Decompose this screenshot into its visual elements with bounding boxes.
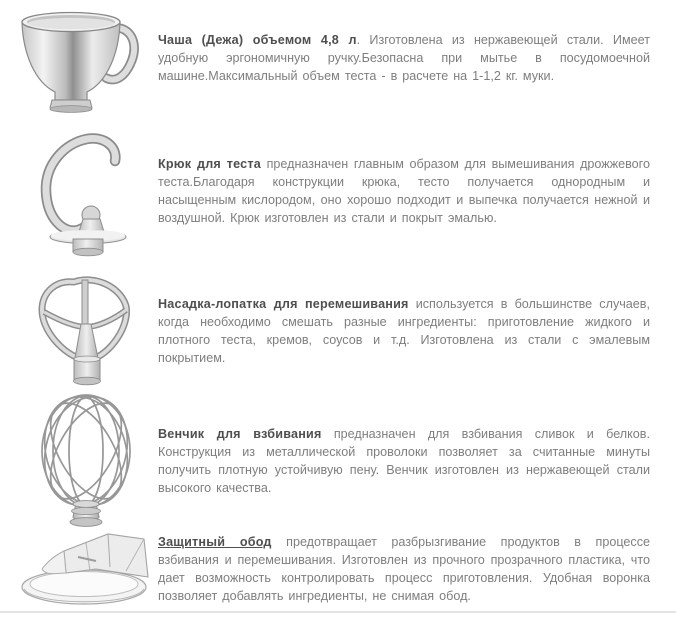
flat-beater-description xyxy=(158,295,650,367)
flat-beater-body-text: используется в большинстве случаев, когда необходимо смешать разные ингредиенты: приготовление жидкого и плотного теста, кремов, соусов и т.д. Изготовлена из стали с эмалевым покрытием. xyxy=(158,297,650,365)
dough-hook-icon xyxy=(30,131,144,257)
dough-hook-description xyxy=(158,155,650,227)
pouring-shield-icon xyxy=(12,527,158,617)
bottom-divider xyxy=(0,611,676,613)
flat-beater-title: Насадка-лопатка для перемешивания xyxy=(158,297,409,311)
mixing-bowl-icon xyxy=(18,8,140,116)
bowl-title: Чаша (Дежа) объемом 4,8 л xyxy=(158,33,357,47)
pouring-shield-description xyxy=(158,533,650,605)
pouring-shield-body-text: предотвращает разбрызгивание продуктов в процессе взбивания и перемешивания. Изготовлен из прочного прозрачного пластика, что дает возможность контролировать процесс приготовления. Удобная воронка позволяет добавлять ингредиенты, не снимая обод. xyxy=(158,535,650,603)
bowl-body-text: . Изготовлена из нержавеющей стали. Имеет удобную эргономичную ручку.Безопасна при мытье в посудомоечной машине.Максимальный объем теста - в расчете на 1-1,2 кг. муки. xyxy=(158,33,650,83)
bowl-description xyxy=(158,31,650,85)
wire-whisk-body-text: предназначен для взбивания сливок и белков. Конструкция из металлической проволоки позволяет за считанные минуты получить плотную устойчивую пену. Венчик изготовлен из нержавеющей стали высокого качества. xyxy=(158,427,651,495)
flat-beater-icon xyxy=(34,270,140,388)
dough-hook-title: Крюк для теста xyxy=(158,157,261,171)
wire-whisk-icon xyxy=(32,391,140,529)
pouring-shield-title: Защитный обод xyxy=(158,535,272,549)
dough-hook-body-text: предназначен главным образом для вымешивания дрожжевого теста.Благодаря конструкции крюка, тесто получается однородным и насыщенным кислородом, оно хорошо подходит и выпечка получается нежной и воздушной. Крюк изготовлен из стали и покрыт эмалью. xyxy=(158,157,651,225)
wire-whisk-title: Венчик для взбивания xyxy=(158,427,322,441)
wire-whisk-description xyxy=(158,425,650,497)
